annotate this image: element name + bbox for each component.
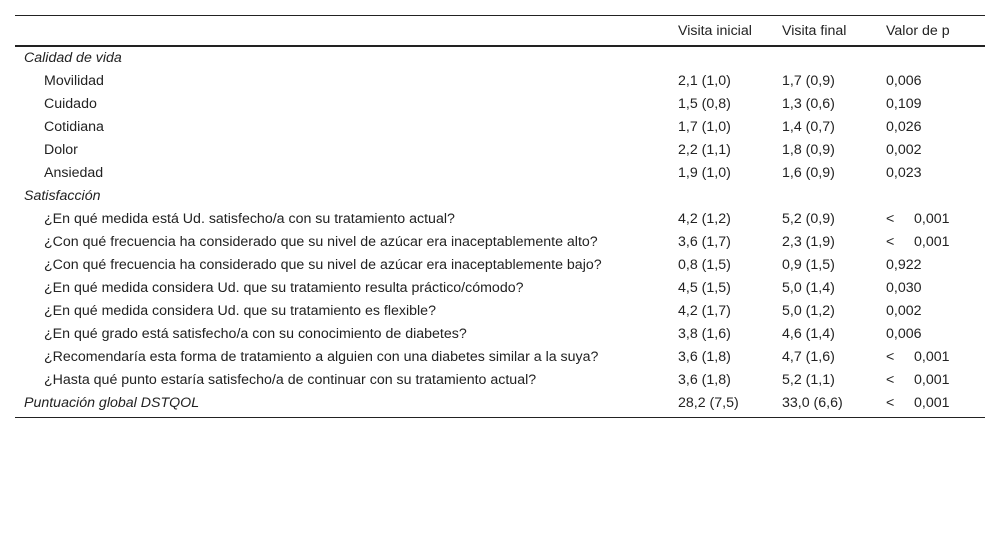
table-row: [15, 392, 985, 418]
visita-final-value: 1,8 (0,9): [782, 142, 835, 158]
visita-inicial-value: 3,8 (1,6): [678, 326, 731, 342]
header-valor-p: Valor de p: [882, 16, 985, 47]
visita-inicial-value: 4,2 (1,7): [678, 303, 731, 319]
p-value: 0,001: [914, 349, 950, 365]
p-value-cell: [882, 139, 985, 162]
visita-final-value: 5,2 (1,1): [782, 372, 835, 388]
p-value: 0,001: [914, 395, 950, 411]
p-value: 0,001: [914, 234, 950, 250]
row-label: [15, 254, 674, 277]
row-label-text: Dolor: [44, 142, 78, 158]
visita-inicial-value: 1,5 (0,8): [678, 96, 731, 112]
p-value-cell: [882, 162, 985, 185]
p-value: 0,001: [914, 372, 950, 388]
table-header-row: [15, 16, 985, 47]
visita-inicial-value: 3,6 (1,7): [678, 234, 731, 250]
row-label-text: Movilidad: [44, 73, 104, 89]
p-value-prefix: <: [886, 349, 895, 365]
visita-inicial-value: 3,6 (1,8): [678, 372, 731, 388]
visita-final-value: 4,6 (1,4): [782, 326, 835, 342]
table-row: [15, 323, 985, 346]
table-row: [15, 277, 985, 300]
p-value-cell: [882, 70, 985, 93]
table-row: [15, 369, 985, 392]
visita-final-value: 5,0 (1,2): [782, 303, 835, 319]
section-label: Calidad de vida: [24, 50, 122, 66]
header-visita-inicial: Visita inicial: [674, 16, 778, 47]
visita-inicial-value: 1,9 (1,0): [678, 165, 731, 181]
visita-final-value: 1,7 (0,9): [782, 73, 835, 89]
p-value-cell: [882, 116, 985, 139]
table-row: [15, 116, 985, 139]
row-label-text: ¿En qué medida está Ud. satisfecho/a con su tratamiento actual?: [44, 211, 455, 227]
p-value-cell: [882, 392, 985, 418]
section-label: Satisfacción: [24, 188, 101, 204]
row-label: [15, 162, 674, 185]
header-label: [15, 16, 674, 47]
p-value: 0,006: [886, 73, 922, 89]
table-row: [15, 139, 985, 162]
p-value: 0,002: [886, 142, 922, 158]
visita-inicial-value: 2,2 (1,1): [678, 142, 731, 158]
visita-inicial-value: 4,5 (1,5): [678, 280, 731, 296]
row-label: [15, 277, 674, 300]
table-row: [15, 93, 985, 116]
visita-inicial-value: 0,8 (1,5): [678, 257, 731, 273]
row-label-text: ¿Con qué frecuencia ha considerado que su nivel de azúcar era inaceptablemente bajo?: [44, 257, 602, 273]
p-value-cell: [882, 323, 985, 346]
row-label-text: ¿En qué medida considera Ud. que su tratamiento resulta práctico/cómodo?: [44, 280, 524, 296]
p-value-cell: [882, 346, 985, 369]
row-label-text: ¿En qué medida considera Ud. que su tratamiento es flexible?: [44, 303, 436, 319]
table-row: [15, 231, 985, 254]
p-value-cell: [882, 208, 985, 231]
row-label-text: Cotidiana: [44, 119, 104, 135]
p-value: 0,002: [886, 303, 922, 319]
row-label: [15, 323, 674, 346]
row-label: [15, 369, 674, 392]
row-label: [15, 70, 674, 93]
row-label-text: Ansiedad: [44, 165, 104, 181]
table-row: [15, 300, 985, 323]
p-value-prefix: <: [886, 211, 895, 227]
row-label: [15, 208, 674, 231]
p-value-cell: [882, 93, 985, 116]
row-label-text: ¿Recomendaría esta forma de tratamiento a alguien con una diabetes similar a la suya?: [44, 349, 599, 365]
row-label: [15, 139, 674, 162]
p-value-cell: [882, 369, 985, 392]
row-label: [15, 231, 674, 254]
table-row: [15, 346, 985, 369]
table-row: [15, 70, 985, 93]
row-label-text: ¿Hasta qué punto estaría satisfecho/a de continuar con su tratamiento actual?: [44, 372, 537, 388]
p-value-prefix: <: [886, 395, 895, 411]
p-value: 0,026: [886, 119, 922, 135]
table-body: [15, 46, 985, 418]
row-label-text: Cuidado: [44, 96, 97, 112]
visita-final-value: 0,9 (1,5): [782, 257, 835, 273]
row-label: [15, 93, 674, 116]
results-table: [15, 15, 985, 418]
p-value-cell: [882, 231, 985, 254]
section-row: [15, 46, 985, 70]
row-label: [15, 346, 674, 369]
p-value-cell: [882, 300, 985, 323]
visita-final-value: 2,3 (1,9): [782, 234, 835, 250]
visita-final-value: 5,2 (0,9): [782, 211, 835, 227]
p-value: 0,922: [886, 257, 922, 273]
visita-final-value: 1,4 (0,7): [782, 119, 835, 135]
p-value-prefix: <: [886, 234, 895, 250]
visita-final-value: 1,3 (0,6): [782, 96, 835, 112]
visita-final-value: 5,0 (1,4): [782, 280, 835, 296]
p-value-cell: [882, 277, 985, 300]
visita-final-value: 33,0 (6,6): [778, 392, 882, 418]
visita-inicial-value: 28,2 (7,5): [674, 392, 778, 418]
p-value-cell: [882, 254, 985, 277]
visita-inicial-value: 2,1 (1,0): [678, 73, 731, 89]
visita-final-value: 4,7 (1,6): [782, 349, 835, 365]
p-value: 0,001: [914, 211, 950, 227]
table-row: [15, 208, 985, 231]
row-label: [15, 300, 674, 323]
row-label-text: ¿En qué grado está satisfecho/a con su conocimiento de diabetes?: [44, 326, 467, 342]
p-value: 0,006: [886, 326, 922, 342]
row-label: [15, 116, 674, 139]
visita-inicial-value: 3,6 (1,8): [678, 349, 731, 365]
visita-inicial-value: 1,7 (1,0): [678, 119, 731, 135]
p-value: 0,023: [886, 165, 922, 181]
visita-inicial-value: 4,2 (1,2): [678, 211, 731, 227]
table-row: [15, 162, 985, 185]
p-value: 0,030: [886, 280, 922, 296]
visita-final-value: 1,6 (0,9): [782, 165, 835, 181]
header-visita-final: Visita final: [778, 16, 882, 47]
table-row: [15, 254, 985, 277]
p-value: 0,109: [886, 96, 922, 112]
row-label-text: ¿Con qué frecuencia ha considerado que su nivel de azúcar era inaceptablemente alto?: [44, 234, 598, 250]
section-row: [15, 185, 985, 208]
p-value-prefix: <: [886, 372, 895, 388]
row-label: Puntuación global DSTQOL: [15, 392, 674, 418]
